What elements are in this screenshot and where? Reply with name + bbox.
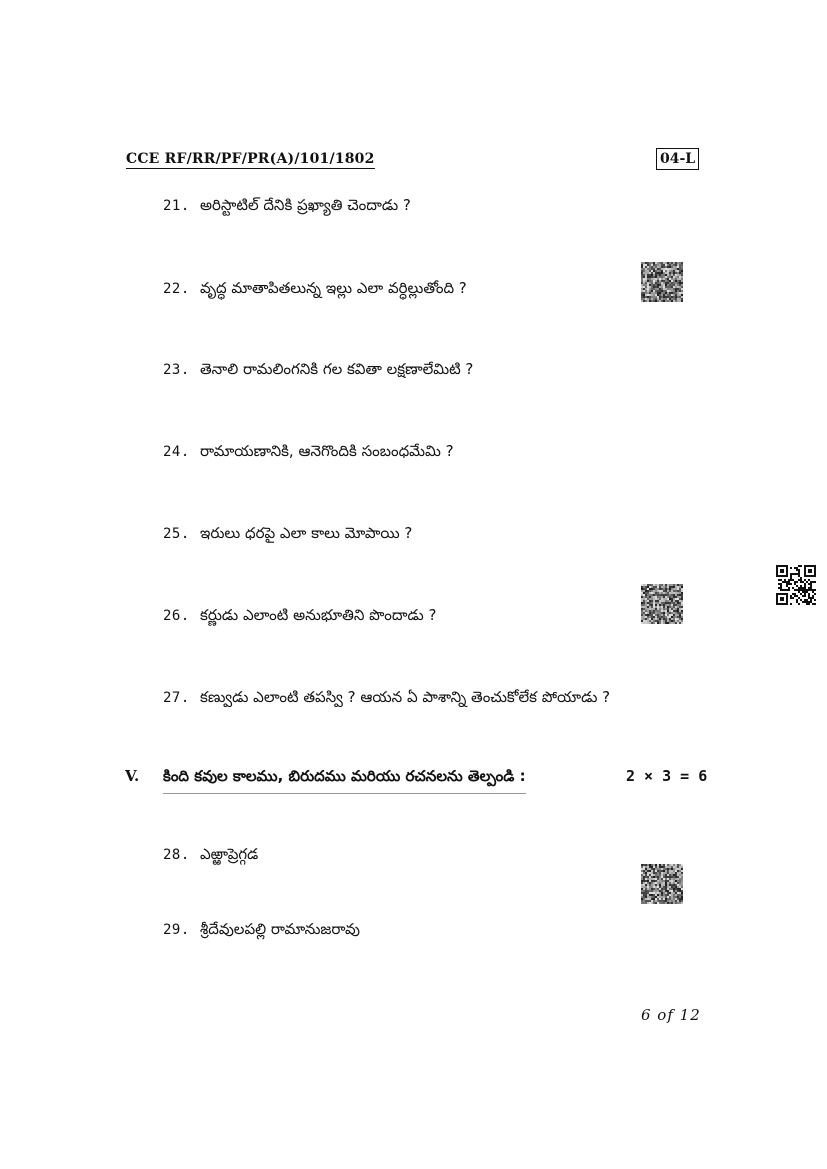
paper-code: CCE RF/RR/PF/PR(A)/101/1802: [126, 151, 375, 167]
question-number: 23.: [163, 362, 190, 378]
noise-cells: [641, 262, 683, 302]
question-number: 27.: [163, 690, 190, 706]
question-number: 26.: [163, 608, 190, 624]
section-marks: 2 × 3 = 6: [626, 767, 708, 785]
question-text: వృద్ధ మాతాపితలున్న ఇల్లు ఎలా వర్ధిల్లుతోంది ?: [200, 279, 467, 297]
question-text: అరిస్టాటిల్ దేనికి ప్రఖ్యాతి చెందాడు ?: [200, 196, 411, 214]
question-text: కర్ణుడు ఎలాంటి అనుభూతిని పొందాడు ?: [200, 606, 437, 624]
qr-code-icon: [776, 565, 816, 605]
question-number: 22.: [163, 281, 190, 297]
question-text: తెనాలి రామలింగనికి గల కవితా లక్షణాలేమిటి ?: [200, 360, 474, 378]
question-number: 24.: [163, 444, 190, 460]
noise-pattern-icon: [641, 584, 683, 624]
question-text: కణ్వుడు ఎలాంటి తపస్వి ? ఆయన ఏ పాశాన్ని తెంచుకోలేక పోయాడు ?: [200, 688, 611, 706]
question-number: 29.: [163, 922, 190, 938]
section-number: V.: [125, 767, 140, 785]
version-box: 04-L: [656, 148, 699, 170]
section-title: కింది కవుల కాలము, బిరుదము మరియు రచనలను తెల్పండి :: [163, 767, 526, 794]
question-number: 28.: [163, 847, 190, 863]
noise-pattern-icon: [641, 262, 683, 302]
question-text: ఇరులు ధరపై ఎలా కాలు మోపాయి ?: [200, 524, 413, 542]
question-number: 25.: [163, 526, 190, 542]
noise-cells: [641, 584, 683, 624]
page-number: 6 of 12: [641, 1006, 701, 1024]
question-text: శ్రీదేవులపల్లి రామానుజరావు: [200, 920, 360, 938]
question-text: రామాయణానికి, ఆనెగొందికి సంబంధమేమి ?: [200, 442, 454, 460]
question-number: 21.: [163, 198, 190, 214]
question-text: ఎఱ్ఱాప్రెగ్గడ: [200, 845, 259, 863]
noise-pattern-icon: [641, 864, 683, 904]
noise-cells: [641, 864, 683, 904]
